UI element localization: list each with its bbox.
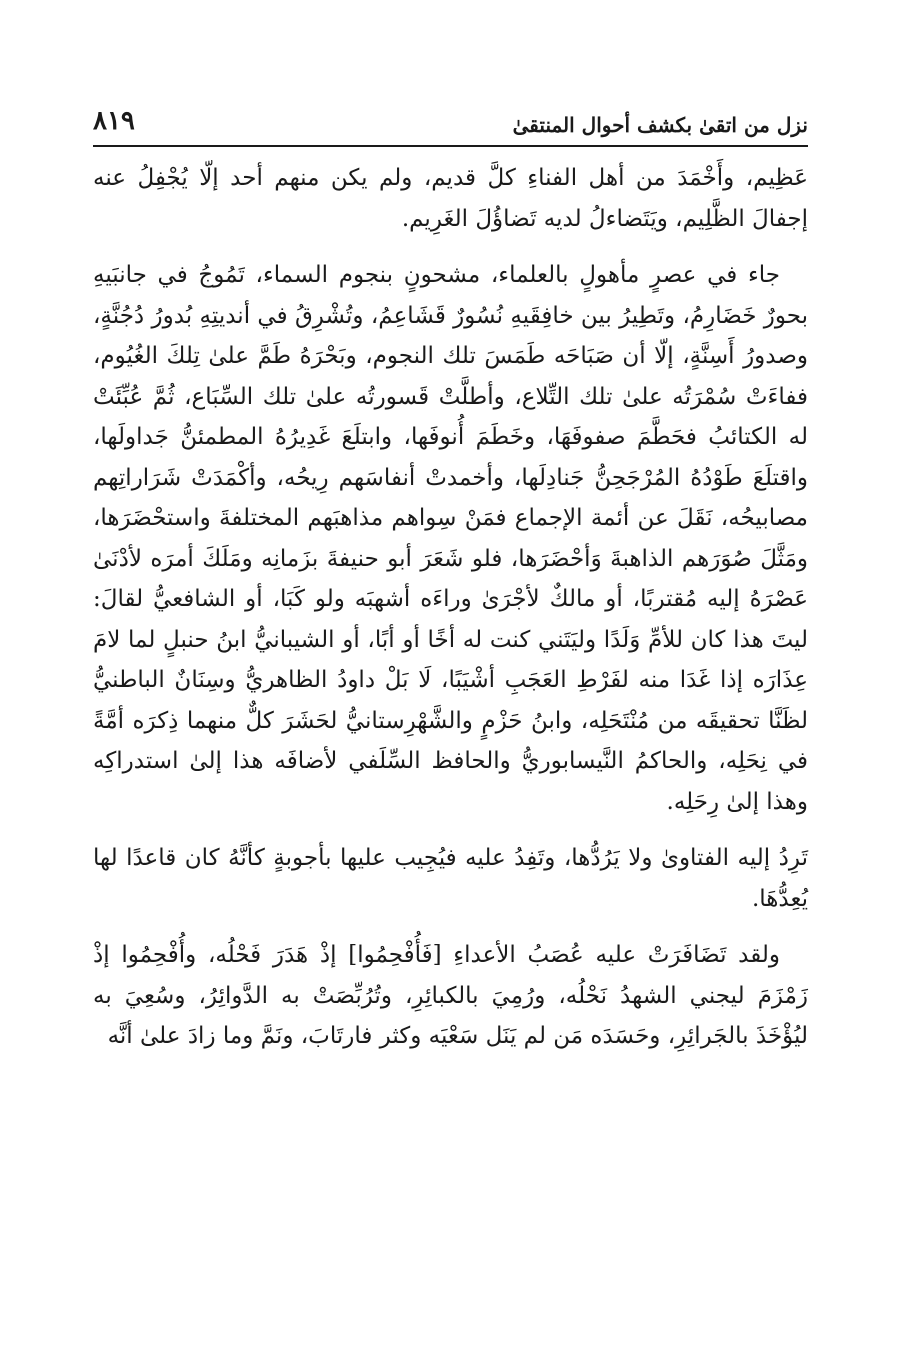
paragraph: ولقد تَضَافَرَتْ عليه عُصَبُ الأعداءِ [فَأُفْحِمُوا] إذْ هَدَرَ فَحْلُه، وأُفْحِمُوا إذْ زَمْزَمَ ليجني الشهدُ نَحْلُه، ورُمِيَ بالكبائِرِ، وتُرُبِّصَتْ به الدَّوائِرُ، وسُعِيَ به ليُؤْخَذَ بالجَرائِرِ، وحَسَدَه مَن لم يَنَل سَعْيَه وكثر فارتَابَ، ونَمَّ وما زادَ علىٰ أنَّه xyxy=(93,942,808,1049)
book-title: نزل من اتقىٰ بكشف أحوال المنتقىٰ xyxy=(512,113,808,137)
paragraph: تَرِدُ إليه الفتاوىٰ ولا يَرُدُّها، وتَفِدُ عليه فيُجِيب عليها بأجوبةٍ كأنَّهُ كان قاعدًا لها يُعِدُّهَا. xyxy=(93,845,808,912)
paragraph: عَظِيم، وأَخْمَدَ من أهل الفناءِ كلَّ قديم، ولم يكن منهم أحد إلّا يُجْفِلُ عنه إجفالَ الظَّلِيم، ويَتَضاءلُ لديه تَضاؤُلَ الغَرِيم. xyxy=(93,165,808,232)
page-number: ٨١٩ xyxy=(93,106,135,137)
paragraph: جاء في عصرٍ مأهولٍ بالعلماء، مشحونٍ بنجوم السماء، تَمُوجُ في جانبَيهِ بحورٌ خَضَارِمُ، وتَطِيرُ بين خافِقَيهِ نُسُورٌ قَشَاعِمُ، وتُشْرِقُ في أنديتِهِ بُدورُ دُجُنَّةٍ، وصدورُ أَسِنَّةٍ، إلّا أن صَبَاحَه طَمَسَ تلك النجوم، وبَحْرَهُ طَمَّ علىٰ تِلكَ الغُيُوم، ففاءَتْ سُمْرَتُه علىٰ تلك التِّلاع، وأطلَّتْ قَسورتُه علىٰ تلك السِّبَاع، ثُمَّ عُبِّئَتْ له الكتائبُ فحَطَّمَ صفوفَهَا، وخَطَمَ أُنوفَها، وابتلَعَ غَدِيرُهُ المطمئنُّ جَداولَها، واقتلَعَ طَوْدُهُ المُرْجَحِنُّ جَنادِلَها، وأخمدتْ أنفاسَهم رِيحُه، وأكْمَدَتْ شَرَاراتِهم مصابيحُه، نَقَلَ عن أئمة الإجماع فمَنْ سِواهم مذاهبَهم المختلفةَ واستحْضَرَها، ومَثَّلَ صُوَرَهم الذاهبةَ وَأحْضَرَها، فلو شَعَرَ أبو حنيفةَ بزَمانِه ومَلَكَ أمرَه لأدْنَىٰ عَصْرَهُ إليه مُقتربًا، أو مالكٌ لأجْرَىٰ وراءَه أشهبَه ولو كَبَا، أو الشافعيُّ لقالَ: ليتَ هذا كان للأمِّ وَلَدًا وليَتَني كنت له أخًا أو أبًا، أو الشيبانيُّ ابنُ حنبلٍ لما لامَ عِذَارَه إذا غَدَا منه لفَرْطِ العَجَبِ أشْيَبًا، لَا بَلْ داودُ الظاهريُّ وسِنَانٌ الباطنيُّ لظَنَّا تحقيقَه من مُنْتَحَلِه، وابنُ حَزْمٍ والشَّهْرِستانيُّ لحَشَرَ كلٌّ منهما ذِكرَه أمَّةً في نِحَلِه، والحاكمُ النَّيسابوريُّ والحافظ السِّلَفي لأضافَه هذا إلىٰ استدراكِه وهذا إلىٰ رِحَلِه. xyxy=(93,262,809,815)
body-text xyxy=(93,158,808,1306)
running-header xyxy=(93,96,808,142)
header-rule xyxy=(93,145,808,147)
